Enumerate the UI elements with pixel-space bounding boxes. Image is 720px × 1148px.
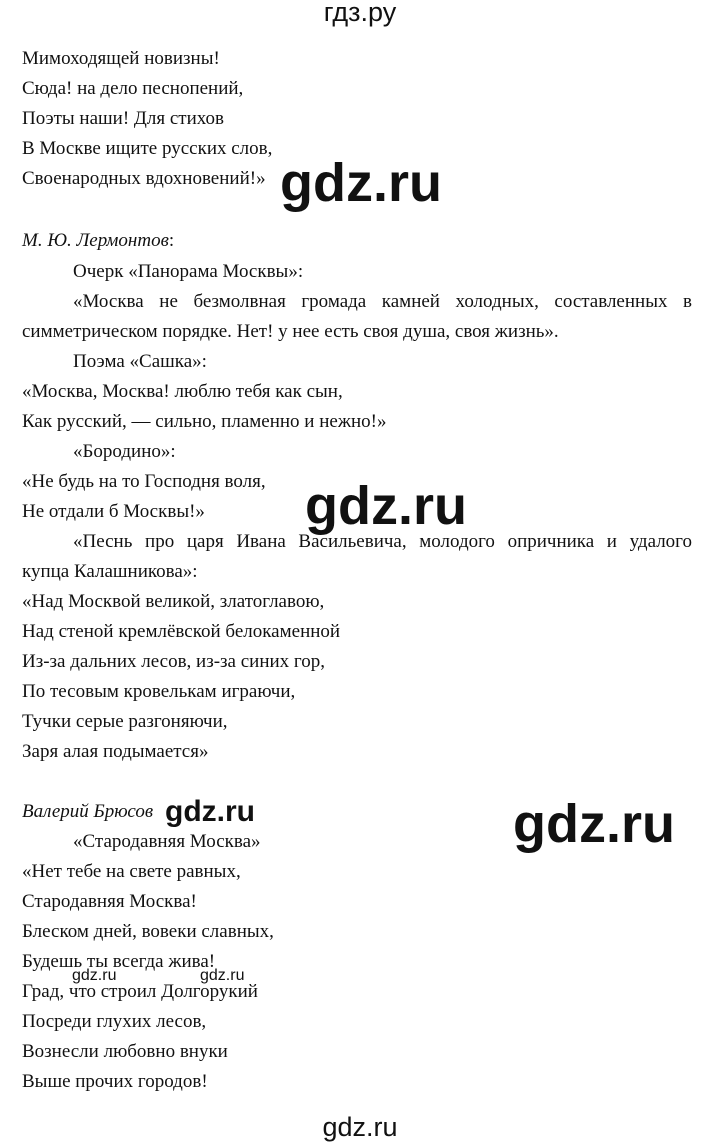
poem-line: Будешь ты всегда жива! (22, 951, 216, 972)
poem-line: «Нет тебе на свете равных, (22, 861, 241, 882)
author-name: М. Ю. Лермонтов (22, 230, 169, 251)
footer-watermark[interactable]: gdz.ru (322, 1112, 398, 1142)
poem-line: Поэты наши! Для стихов (22, 108, 224, 129)
poem-line: Как русский, — сильно, пламенно и нежно!» (22, 411, 387, 432)
poem-line: Тучки серые разгоняючи, (22, 711, 228, 732)
poem-line: Вознесли любовно внуки (22, 1041, 228, 1062)
poem-line: Выше прочих городов! (22, 1071, 208, 1092)
site-header[interactable]: гдз.ру (323, 0, 397, 27)
poem-line: «Не будь на то Господня воля, (22, 471, 266, 492)
author-bryusov: Валерий Брюсов (22, 801, 154, 822)
poem-title: «Стародавняя Москва» (73, 831, 261, 852)
poem-line: По тесовым кровелькам играючи, (22, 681, 296, 702)
poem-line: Над стеной кремлёвской белокаменной (22, 621, 341, 642)
song-title-line: купца Калашникова»: (22, 561, 198, 582)
poem-line: Из-за дальних лесов, из-за синих гор, (22, 651, 325, 672)
poem-line: Град, что строил Долгорукий (22, 981, 258, 1002)
poem-line: Посреди глухих лесов, (22, 1011, 207, 1032)
poem-line: Мимоходящей новизны! (22, 48, 220, 69)
poem-line: Заря алая подымается» (22, 741, 209, 762)
poem-line: «Москва, Москва! люблю тебя как сын, (22, 381, 343, 402)
watermark: gdz.ru (200, 967, 245, 984)
poem-line: Сюда! на дело песнопений, (22, 78, 244, 99)
watermark: gdz.ru (280, 153, 442, 213)
author-lermontov (22, 230, 174, 252)
watermark: gdz.ru (165, 795, 255, 828)
poem-line: Не отдали б Москвы!» (22, 501, 205, 522)
song-title-line: «Песнь про царя Ивана Васильевича, молодого опричника и удалого (73, 531, 692, 552)
watermark: gdz.ru (72, 967, 117, 984)
poem-line: «Над Москвой великой, златоглавою, (22, 591, 325, 612)
poem-title: «Бородино»: (73, 441, 176, 462)
essay-quote-line: симметрическом порядке. Нет! у нее есть своя душа, своя жизнь». (22, 321, 559, 342)
watermark: gdz.ru (305, 476, 467, 536)
watermark: gdz.ru (513, 794, 675, 854)
poem-title: Поэма «Сашка»: (73, 351, 207, 372)
author-colon: : (168, 230, 175, 251)
poem-line: Своенародных вдохновений!» (22, 168, 266, 189)
poem-line: В Москве ищите русских слов, (22, 138, 273, 159)
essay-quote-line: «Москва не безмолвная громада камней холодных, составленных в (73, 291, 692, 312)
essay-title: Очерк «Панорама Москвы»: (73, 261, 304, 282)
poem-line: Стародавняя Москва! (22, 891, 197, 912)
poem-line: Блеском дней, вовеки славных, (22, 921, 274, 942)
